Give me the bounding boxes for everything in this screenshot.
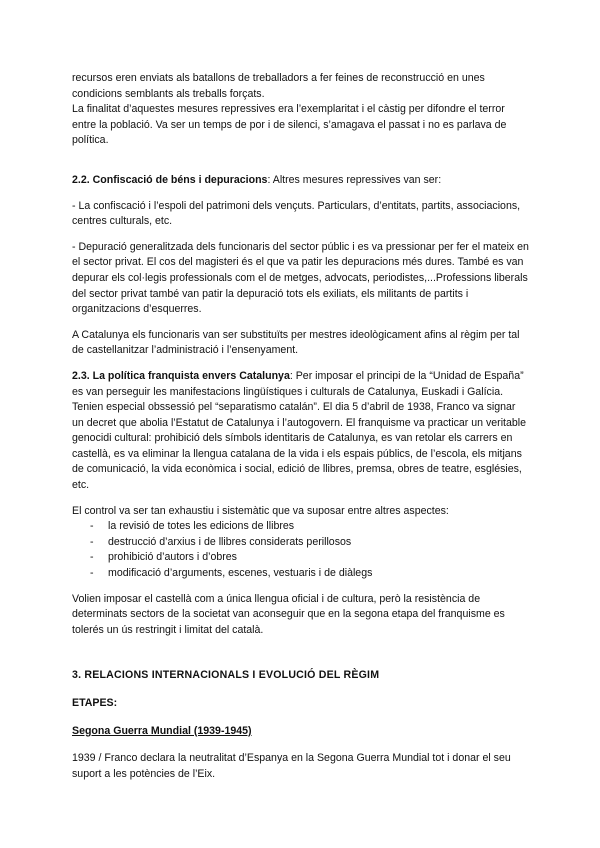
section-3-title: 3. RELACIONS INTERNACIONALS I EVOLUCIÓ DEL RÈGIM [72,669,380,682]
paragraph-finalitat: La finalitat d’aquestes mesures repressives era l’exemplaritat i el càstig per difondre el terror entre la població. Va ser un temps de por i de silenci, s’amagava el passat i no es parlava de política. [72,103,507,147]
document-body [72,71,530,782]
depuracio-bullet: - Depuració generalitzada dels funcionaris del sector públic i es va pressionar per fer el mateix en el sector privat. El cos del magisteri és el que va patir les depuracions més dures. També es van depurar els col·legis professionals com el de metges, advocats, periodistes,...Professions liberals del sector privat també van patir la depuració tots els exiliats, els militants de partits i organitzacions d’esquerres. [72,240,529,316]
section-2-3-body: : Per imposar el principi de la “Unidad de España” es van perseguir les manifestacions lingüístiques i culturals de Catalunya, Euskadi i Galícia. Tenien especial obssessió pel “separatismo catalán”. El dia 5 d’abril de 1938, Franco va signar un decret que abolia l’Estatut de Catalunya i l’autogovern. El franquisme va practicar un veritable genocidi cultural: prohibició dels símbols identitaris de Catalunya, es van retolar els carrers en castellà, es va eliminar la llengua catalana de la vida i els espais públics, de l’escola, els mitjans de comunicació, la vida econòmica i social, edició de llibres, premsa, obres de teatre, esglésies, etc. [72,369,527,492]
section-2-2-intro: : Altres mesures repressives van ser: [267,173,442,186]
section-2-3-title: 2.3. La política franquista envers Catalunya [72,369,290,382]
confiscacio-bullet: - La confiscació i l’espoli del patrimoni dels vençuts. Particulars, d’entitats, partits, associacions, centres culturals, etc. [72,199,521,228]
section-2-2-title: 2.2. Confiscació de béns i depuracions [72,173,268,186]
list-item: - la revisió de totes les edicions de llibres [72,519,530,535]
list-item: - destrucció d’arxius i de llibres considerats perillosos [72,535,530,551]
control-paragraph: El control va ser tan exhaustiu i sistemàtic que va suposar entre altres aspectes: [72,504,449,517]
etapes-label: ETAPES: [72,697,118,709]
section-2-3-paragraph [72,369,530,494]
paragraph-batallons: recursos eren enviats als batallons de treballadors a fer feines de reconstrucció en unes condicions semblants als treballs forçats. [72,72,485,100]
section-2-2-heading-paragraph [72,173,530,189]
neutralitat-paragraph: 1939 / Franco declara la neutralitat d’Espanya en la Segona Guerra Mundial tot i donar el seu suport a les potències de l’Eix. [72,752,511,780]
control-list [72,519,530,581]
catalunya-funcionaris-paragraph: A Catalunya els funcionaris van ser substituïts per mestres ideològicament afins al règim per tal de castellanitzar l’administració i l’ensenyament. [72,328,520,357]
list-item: - prohibició d’autors i d’obres [72,550,530,566]
castella-paragraph: Volien imposar el castellà com a única llengua oficial i de cultura, però la resistència de determinats sectors de la societat van aconseguir que en la segona etapa del franquisme es tolerés un ús restringit i limitat del català. [72,592,505,636]
segona-guerra-mundial-heading: Segona Guerra Mundial (1939-1945) [72,724,252,737]
list-item: - modificació d’arguments, escenes, vestuaris i de diàlegs [72,566,530,582]
